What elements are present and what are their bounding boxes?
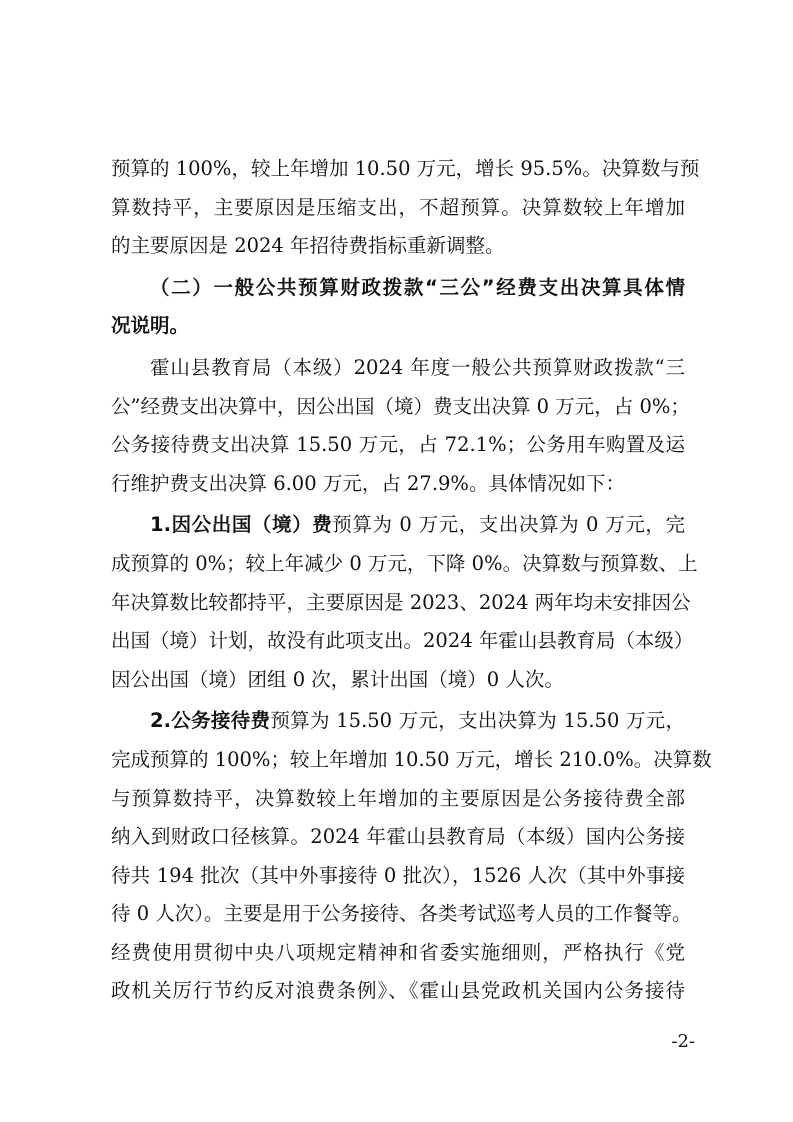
text-line: 因公出国（境）团组 0 次，累计出国（境）0 人次。 (111, 667, 564, 691)
text-line: 年决算数比较都持平，主要原因是 2023、2024 两年均未安排因公 (111, 590, 691, 614)
text-line: 待 0 人次）。主要是用于公务接待、各类考试巡考人员的工作餐等。 (111, 902, 692, 926)
section-heading (111, 269, 685, 346)
text-line: 公务接待费支出决算 15.50 万元，占 72.1%；公务用车购置及运 (111, 433, 685, 457)
text-line: 的主要原因是 2024 年招待费指标重新调整。 (111, 234, 505, 258)
heading-line: 况说明。 (111, 314, 190, 338)
text-line: 霍山县教育局（本级）2024 年度一般公共预算财政拨款“三 (150, 355, 685, 379)
text-line: 预算的 100%，较上年增加 10.50 万元，增长 95.5%。决算数与预 (111, 157, 700, 180)
text-line: 政机关厉行节约反对浪费条例》、《霍山县党政机关国内公务接待 (111, 979, 685, 1003)
body-text (111, 150, 712, 1011)
text-line (111, 702, 685, 741)
paragraph-overseas-travel (111, 506, 698, 699)
text-line: 出国（境）计划，故没有此项支出。2024 年霍山县教育局（本级） (111, 629, 694, 653)
item-lead: 2.公务接待费 (150, 709, 271, 733)
paragraph-budget-continuation (111, 150, 700, 266)
text-line: 完成预算的 100%；较上年增加 10.50 万元，增长 210.0%。决算数 (111, 747, 712, 771)
text-line: 算数持平，主要原因是压缩支出，不超预算。决算数较上年增加 (111, 195, 685, 219)
text-line: 成预算的 0%；较上年减少 0 万元，下降 0%。决算数与预算数、上 (111, 551, 698, 575)
page-number: -2- (671, 1031, 695, 1052)
text-line: 纳入到财政口径核算。2024 年霍山县教育局（本级）国内公务接 (111, 825, 685, 849)
text-segment: 预算为 0 万元，支出决算为 0 万元，完 (332, 513, 685, 537)
text-line: 经费使用贯彻中央八项规定精神和省委实施细则，严格执行《党 (111, 940, 685, 964)
text-segment: 预算为 15.50 万元，支出决算为 15.50 万元， (270, 709, 685, 733)
text-line: 待共 194 批次（其中外事接待 0 批次），1526 人次（其中外事接 (111, 863, 685, 887)
text-line: 公”经费支出决算中，因公出国（境）费支出决算 0 万元，占 0%； (111, 394, 690, 418)
paragraph-summary (111, 349, 690, 503)
heading-line: （二）一般公共预算财政拨款“三公”经费支出决算具体情 (150, 275, 685, 299)
text-line: 与预算数持平，决算数较上年增加的主要原因是公务接待费全部 (111, 786, 685, 810)
paragraph-official-reception (111, 702, 712, 1011)
text-line (111, 506, 685, 545)
item-lead: 1.因公出国（境）费 (150, 513, 333, 537)
text-line: 行维护费支出决算 6.00 万元，占 27.9%。具体情况如下： (111, 471, 625, 495)
